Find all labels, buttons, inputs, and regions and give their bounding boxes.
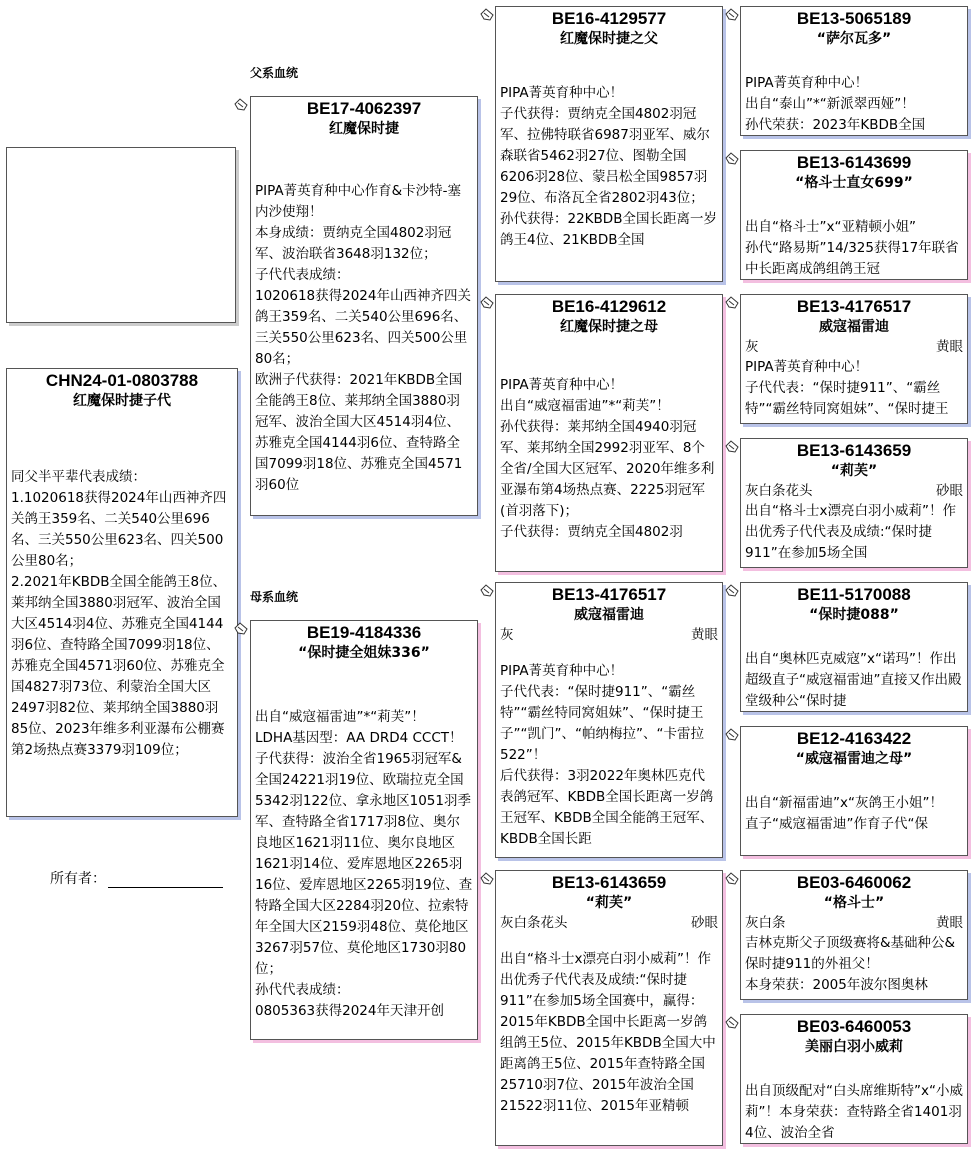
dam-sire-card[interactable] <box>495 582 723 858</box>
eye-type: 黄眼 <box>936 339 963 355</box>
dam-line-label: 母系血统 <box>250 590 299 604</box>
dam-card[interactable] <box>250 620 478 1040</box>
feather-color: 灰白条花头 <box>745 483 813 499</box>
hand-pointer-icon[interactable] <box>234 622 248 635</box>
pigeon-attributes <box>741 913 967 933</box>
feather-color: 灰白条花头 <box>500 915 568 931</box>
ring-number: CHN24-01-0803788 <box>45 371 199 390</box>
dd-dam-card[interactable] <box>740 1014 968 1144</box>
feather-color: 灰白条 <box>745 915 786 931</box>
eye-type: 砂眼 <box>936 483 963 499</box>
pigeon-attributes <box>741 481 967 501</box>
ring-number: BE16-4129577 <box>551 9 667 28</box>
ring-number: BE17-4062397 <box>306 99 422 118</box>
eye-type: 砂眼 <box>691 915 718 931</box>
pigeon-name: 美丽白羽小威莉 <box>805 1039 903 1055</box>
eye-type: 黄眼 <box>936 915 963 931</box>
ring-number: BE03-6460062 <box>796 873 912 892</box>
owner-blank-line[interactable] <box>108 873 223 888</box>
ring-number: BE13-6143659 <box>551 873 667 892</box>
hand-pointer-icon[interactable] <box>725 440 739 453</box>
pedigree-notes: PIPA菁英育种中心作育&卡沙特-塞内沙使翔！ 本身成绩：贾纳克全国4802羽冠军、波治联省3648羽132位； 子代代表成绩： 1020618获得2024年山西神齐四关鸽王359名、二关540公里696名、三关550公里623名、四关500公里80名； 欧洲子代获得：2021年KBDB全国全能鸽王8位、莱邦纳全国3880羽冠军、波治全国大区4514羽4位、苏雅克全国4144羽6位、查特路全国7099羽18位、苏雅克全国4571羽60位 <box>255 183 471 493</box>
subject-card[interactable] <box>6 368 238 817</box>
pigeon-name: 红魔保时捷之母 <box>560 319 658 335</box>
owner-label: 所有者： <box>50 871 106 887</box>
hand-pointer-icon[interactable] <box>725 296 739 309</box>
ring-number: BE12-4163422 <box>796 729 912 748</box>
pigeon-name: “保时捷全姐妹336” <box>298 645 430 661</box>
sire-dam-card[interactable] <box>495 294 723 572</box>
ds-sire-card[interactable] <box>740 582 968 712</box>
ring-number: BE16-4129612 <box>551 297 667 316</box>
feather-color: 灰 <box>745 339 759 355</box>
hand-pointer-icon[interactable] <box>480 296 494 309</box>
ring-number: BE13-4176517 <box>796 297 912 316</box>
pedigree-notes: PIPA菁英育种中心！ 子代代表：“保时捷911”、“霸丝特”“霸丝特同窝姐妹”、“保时捷王 <box>745 359 949 417</box>
pigeon-name: “莉芙” <box>585 895 633 911</box>
hand-pointer-icon[interactable] <box>725 1016 739 1029</box>
hand-pointer-icon[interactable] <box>480 872 494 885</box>
hand-pointer-icon[interactable] <box>725 872 739 885</box>
dd-sire-card[interactable] <box>740 870 968 1000</box>
feather-color: 灰 <box>500 627 514 643</box>
pigeon-name: “萨尔瓦多” <box>816 31 892 47</box>
pedigree-notes: PIPA菁英育种中心！ 出自“泰山”*“新派翠西娅”！ 孙代荣获：2023年KBDB全国 <box>745 75 926 133</box>
pedigree-notes: 出自“格斗士x漂亮白羽小威莉”！作出优秀子代代表及成绩:“保时捷911”在参加5场全国赛中，赢得：2015年KBDB全国中长距离一岁鸽组鸽王5位、2015年KBDB全国大中距离鸽王5位、2015年查特路全国25710羽7位、2015年波治全国21522羽11位、2015年亚精顿 <box>500 951 716 1114</box>
pigeon-attributes <box>496 913 722 933</box>
ring-number: BE13-6143659 <box>796 441 912 460</box>
sire-sire-card[interactable] <box>495 6 723 282</box>
pedigree-notes: 出自“新福雷迪”x“灰鸽王小姐”！ 直子“威寇福雷迪”作育子代“保 <box>745 795 943 832</box>
pedigree-notes: 出自“奥林匹克威寇”x“诺玛”！作出超级直子“威寇福雷迪”直接又作出殿堂级种公“保时捷 <box>745 651 962 709</box>
pedigree-notes: 吉林克斯父子顶级赛将&基础种公&保时捷911的外祖父！ 本身荣获：2005年波尔图奥林 <box>745 935 956 993</box>
pigeon-name: 威寇福雷迪 <box>819 319 889 335</box>
sd-dam-card[interactable] <box>740 438 968 568</box>
pigeon-name: 威寇福雷迪 <box>574 607 644 623</box>
hand-pointer-icon[interactable] <box>725 152 739 165</box>
owner-field <box>50 868 223 888</box>
hand-pointer-icon[interactable] <box>480 584 494 597</box>
pedigree-notes: PIPA菁英育种中心！ 子代代表：“保时捷911”、“霸丝特”“霸丝特同窝姐妹”、“保时捷王子”“凯门”、“帕纳梅拉”、“卡雷拉522”！ 后代获得：3羽2022年奥林匹克代表鸽冠军、KBDB全国长距离一岁鸽王冠军、KBDB全国全能鸽王冠军、KBDB全国长距 <box>500 663 714 847</box>
pigeon-name: “威寇福雷迪之母” <box>795 751 913 767</box>
pedigree-notes: PIPA菁英育种中心！ 子代获得：贾纳克全国4802羽冠军、拉佛特联省6987羽亚军、威尔森联省5462羽27位、图勒全国6206羽28位、蒙吕松全国9857羽29位、布洛瓦全省2802羽43位； 孙代获得：22KBDB全国长距离一岁鸽王4位、21KBDB全国 <box>500 85 717 248</box>
dam-dam-card[interactable] <box>495 870 723 1146</box>
pigeon-photo-frame <box>6 147 236 323</box>
eye-type: 黄眼 <box>691 627 718 643</box>
pedigree-notes: 出自“威寇福雷迪”*“莉芙”！ LDHA基因型：AA DRD4 CCCT！子代获得：波治全省1965羽冠军&全国24221羽19位、欧瑞拉克全国5342羽122位、拿永地区1051羽季军、查特路全省1717羽8位、奥尔良地区1621羽11位、奥尔良地区1621羽14位、爱库恩地区2265羽16位、爱库恩地区2265羽19位、查特路全国大区2284羽20位、拉索特年全国大区2159羽48位、莫伦地区3267羽57位、莫伦地区1730羽80位； 孙代代表成绩： 0805363获得2024年天津开创 <box>255 709 473 1019</box>
sire-card[interactable] <box>250 96 478 516</box>
pigeon-attributes <box>496 625 722 645</box>
ring-number: BE03-6460053 <box>796 1017 912 1036</box>
pigeon-name: “格斗士” <box>823 895 885 911</box>
hand-pointer-icon[interactable] <box>725 728 739 741</box>
pedigree-notes: PIPA菁英育种中心！ 出自“威寇福雷迪”*“莉芙”！ 孙代获得：莱邦纳全国4940羽冠军、莱邦纳全国2992羽亚军、8个全省/全国大区冠军、2020年维多利亚瀑布第4场热点赛、2225羽冠军(首羽落下)； 子代获得：贾纳克全国4802羽 <box>500 377 715 540</box>
pedigree-notes: 出自“格斗士”x“亚精顿小姐” 孙代“路易斯”14/325获得17年联省中长距离成鸽组鸽王冠 <box>745 219 959 277</box>
ring-number: BE13-4176517 <box>551 585 667 604</box>
pedigree-notes: 出自顶级配对“白头席维斯特”x“小威莉”！本身荣获：查特路全省1401羽4位、波治全省 <box>745 1083 963 1141</box>
hand-pointer-icon[interactable] <box>234 98 248 111</box>
pigeon-name: 红魔保时捷之父 <box>560 31 658 47</box>
ss-sire-card[interactable] <box>740 6 968 136</box>
pigeon-name: “莉芙” <box>830 463 878 479</box>
pigeon-name: 红魔保时捷子代 <box>73 393 171 409</box>
pigeon-name: “保时捷088” <box>809 607 899 623</box>
pigeon-name: “格斗士直女699” <box>795 175 913 191</box>
sire-line-label: 父系血统 <box>250 66 299 80</box>
pigeon-attributes <box>741 337 967 357</box>
hand-pointer-icon[interactable] <box>725 584 739 597</box>
ring-number: BE19-4184336 <box>306 623 422 642</box>
ring-number: BE13-5065189 <box>796 9 912 28</box>
ds-dam-card[interactable] <box>740 726 968 856</box>
sd-sire-card[interactable] <box>740 294 968 424</box>
pedigree-notes: 出自“格斗士x漂亮白羽小威莉”！作出优秀子代代表及成绩:“保时捷911”在参加5场全国 <box>745 503 956 561</box>
pedigree-notes: 同父半平辈代表成绩： 1.1020618获得2024年山西神齐四关鸽王359名、二关540公里696名、三关550公里623名、四关500公里80名； 2.2021年KBDB全国全能鸽王8位、莱邦纳全国3880羽冠军、波治全国大区4514羽4位、苏雅克全国4144羽6位、查特路全国7099羽18位、苏雅克全国4571羽60位、苏雅克全国4827羽73位、利蒙治全国大区2497羽82位、莱邦纳全国3880羽85位、2023年维多利亚瀑布公棚赛第2场热点赛3379羽109位； <box>11 469 227 758</box>
ring-number: BE11-5170088 <box>797 585 911 604</box>
pigeon-name: 红魔保时捷 <box>329 121 399 137</box>
ring-number: BE13-6143699 <box>796 153 912 172</box>
hand-pointer-icon[interactable] <box>480 8 494 21</box>
ss-dam-card[interactable] <box>740 150 968 280</box>
hand-pointer-icon[interactable] <box>725 8 739 21</box>
